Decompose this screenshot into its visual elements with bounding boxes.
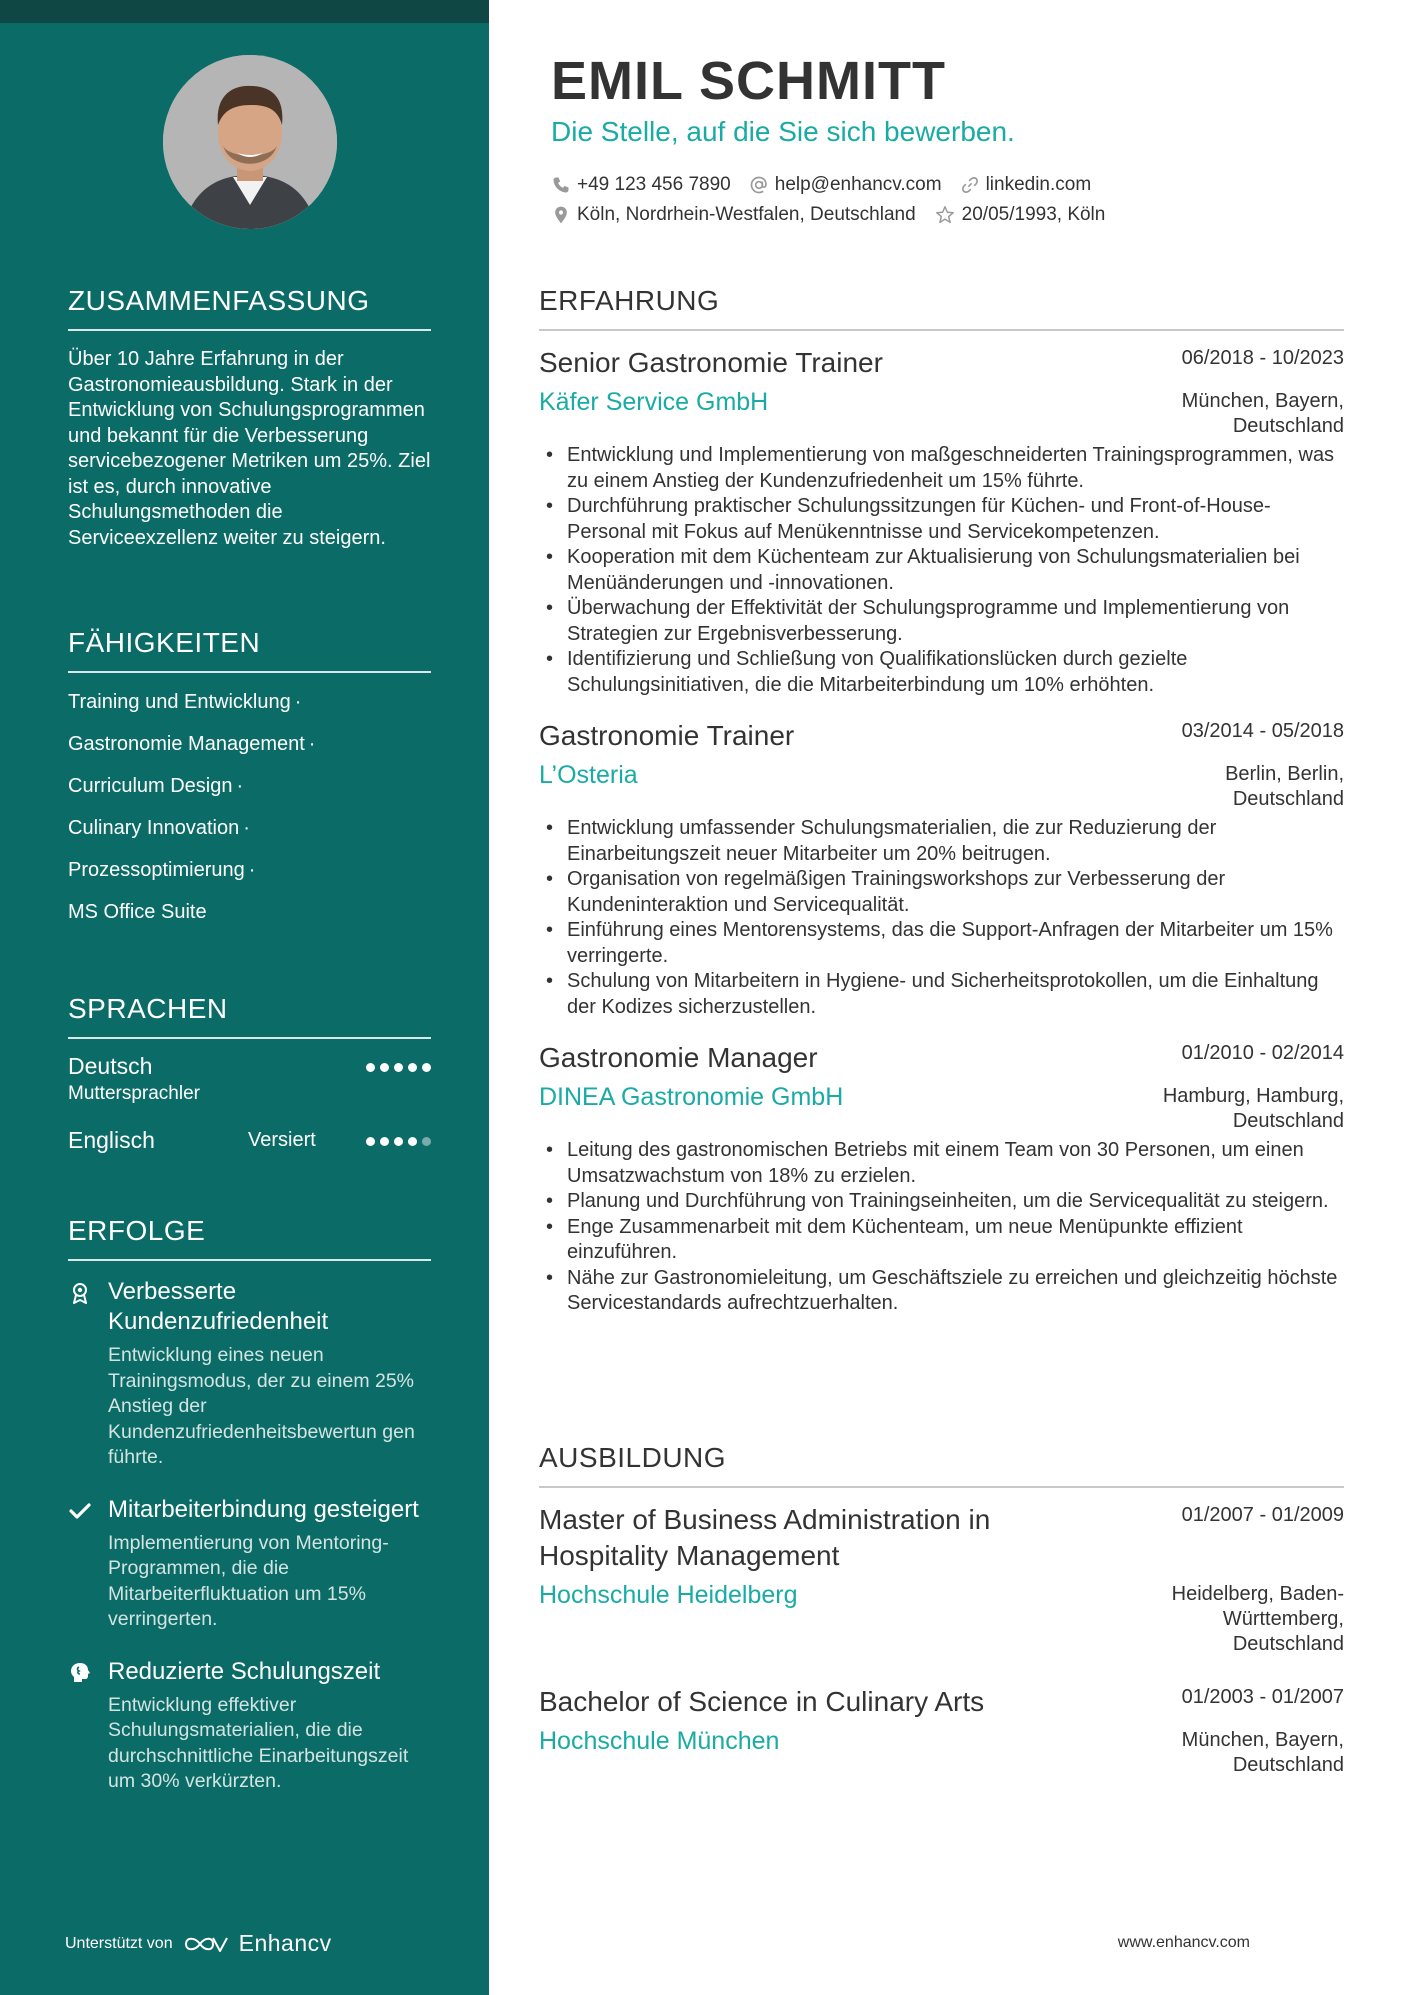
email-contact[interactable]: help@enhancv.com (749, 174, 942, 196)
job-bullet: • Entwicklung umfassender Schulungsmaterialien, die zur Reduzierung der Einarbeitungszeit neuer Mitarbeiter um 20% beitrugen. (539, 816, 1344, 867)
job-bullet: • Organisation von regelmäßigen Trainingsworkshops zur Verbesserung der Kundeninteraktion und Servicequalität. (539, 867, 1344, 918)
linkedin-contact[interactable]: linkedin.com (960, 174, 1092, 196)
languages-title: SPRACHEN (68, 993, 431, 1039)
education-degree: Master of Business Administration in Hospitality Management (539, 1504, 991, 1571)
rating-dot-empty (422, 1137, 431, 1146)
enhancv-logo-icon (183, 1933, 229, 1955)
skill-item: MS Office Suite (68, 901, 207, 923)
skill-item: Gastronomie Management · (68, 733, 316, 755)
rating-dot-filled (408, 1137, 417, 1146)
language-name: Deutsch (68, 1053, 153, 1079)
experience-section (539, 285, 1344, 1317)
education-title: AUSBILDUNG (539, 1442, 1344, 1488)
education-degree: Bachelor of Science in Culinary Arts (539, 1686, 985, 1717)
job-title: Gastronomie Manager (539, 1042, 818, 1073)
job-bullet: • Identifizierung und Schließung von Qualifikationslücken durch gezielte Schulungsinitiativen, die die Mitarbeiterbindung um 10% erhöhten. (539, 647, 1344, 698)
job-bullet: • Leitung des gastronomischen Betriebs mit einem Team von 30 Personen, um einen Umsatzwachstum von 18% zu erzielen. (539, 1138, 1344, 1189)
education-location: Heidelberg, Baden-Württemberg, Deutschland (1171, 1583, 1344, 1655)
education-date: 01/2007 - 01/2009 (1181, 1504, 1344, 1526)
languages-section (68, 993, 431, 1187)
achievements-section (68, 1215, 431, 1795)
job-company: L’Osteria (539, 761, 638, 789)
skills-section (68, 627, 431, 941)
language-row (68, 1127, 431, 1187)
language-rating (366, 1063, 431, 1072)
phone-contact[interactable]: +49 123 456 7890 (551, 174, 731, 196)
education-entry (539, 1502, 1344, 1664)
profile-photo (163, 55, 337, 229)
education-section (539, 1442, 1344, 1776)
skill-item: Prozessoptimierung · (68, 859, 256, 881)
job-bullet: • Planung und Durchführung von Trainingseinheiten, um die Servicequalität zu steigern. (539, 1189, 1344, 1215)
website-link[interactable]: www.enhancv.com (1117, 1934, 1250, 1951)
phone-icon (551, 175, 571, 195)
achievement-item (68, 1495, 431, 1633)
achievement-item (68, 1277, 431, 1471)
contact-info (551, 170, 1123, 230)
at-sign-icon (749, 175, 769, 195)
achievements-title: ERFOLGE (68, 1215, 431, 1261)
job-company: DINEA Gastronomie GmbH (539, 1083, 844, 1111)
sidebar-top-bar (0, 0, 489, 23)
education-school: Hochschule Heidelberg (539, 1581, 798, 1609)
job-bullet: • Durchführung praktischer Schulungssitzungen für Küchen- und Front-of-House-Personal mit Fokus auf Menükenntnisse und Servicekompetenzen. (539, 494, 1344, 545)
skill-item: Culinary Innovation · (68, 817, 250, 839)
rating-dot-filled (394, 1063, 403, 1072)
rating-dot-filled (394, 1137, 403, 1146)
job-date: 03/2014 - 05/2018 (1181, 720, 1344, 742)
star-icon (934, 204, 956, 226)
language-rating (366, 1137, 431, 1146)
job-location: Berlin, Berlin, Deutschland (1225, 763, 1344, 810)
skill-item: Training und Entwicklung · (68, 691, 302, 713)
achievement-title: Reduzierte Schulungszeit (108, 1657, 381, 1685)
job-bullets (539, 1138, 1344, 1317)
headline: Die Stelle, auf die Sie sich bewerben. (551, 116, 1015, 147)
summary-section (68, 285, 431, 551)
award-ribbon-icon (68, 1281, 92, 1305)
language-row (68, 1053, 431, 1113)
language-level: Versiert (248, 1129, 316, 1151)
sidebar (0, 0, 489, 1995)
job-entry (539, 1040, 1344, 1317)
job-title: Gastronomie Trainer (539, 720, 795, 751)
achievement-title: Verbesserte Kundenzufriedenheit (108, 1278, 329, 1335)
job-entry (539, 718, 1344, 1020)
education-location: München, Bayern, Deutschland (1181, 1729, 1344, 1776)
job-location: Hamburg, Hamburg, Deutschland (1162, 1085, 1344, 1132)
location-pin-icon (551, 205, 571, 225)
experience-title: ERFAHRUNG (539, 285, 1344, 331)
rating-dot-filled (366, 1137, 375, 1146)
summary-text: Über 10 Jahre Erfahrung in der Gastronomieausbildung. Stark in der Entwicklung von Schulungsprogrammen und bekannt für die Verbesserung servicebezogener Metriken um 25%. Ziel ist es, durch innovative Schulungsmethoden die Serviceexzellenz weiter zu steigern. (68, 348, 431, 549)
location-contact: Köln, Nordrhein-Westfalen, Deutschland (551, 204, 916, 226)
achievement-description: Implementierung von Mentoring-Programmen, die die Mitarbeiterfluktuation um 15% verringerten. (108, 1531, 389, 1630)
link-icon (960, 175, 980, 195)
education-date: 01/2003 - 01/2007 (1181, 1686, 1344, 1708)
job-bullets (539, 443, 1344, 698)
education-school: Hochschule München (539, 1727, 780, 1755)
skills-list (68, 689, 431, 941)
job-bullet: • Entwicklung und Implementierung von maßgeschneiderten Trainingsprogrammen, was zu einem Anstieg der Kundenzufriedenheit um 15% führte. (539, 443, 1344, 494)
job-date: 01/2010 - 02/2014 (1181, 1042, 1344, 1064)
powered-by-label: Unterstützt von (65, 1934, 173, 1952)
powered-by (65, 1930, 332, 1957)
birth-contact: 20/05/1993, Köln (934, 204, 1106, 226)
job-entry (539, 345, 1344, 698)
rating-dot-filled (408, 1063, 417, 1072)
job-bullet: • Einführung eines Mentorensystems, das die Support-Anfragen der Mitarbeiter um 15% verringerte. (539, 918, 1344, 969)
summary-title: ZUSAMMENFASSUNG (68, 285, 431, 331)
brain-icon (68, 1661, 92, 1685)
enhancv-brand-name: Enhancv (238, 1930, 332, 1956)
avatar (163, 55, 337, 229)
rating-dot-filled (366, 1063, 375, 1072)
language-name: Englisch (68, 1127, 155, 1153)
job-bullet: • Nähe zur Gastronomieleitung, um Geschäftsziele zu erreichen und gleichzeitig höchste Servicestandards aufrechtzuerhalten. (539, 1266, 1344, 1317)
job-bullet: • Enge Zusammenarbeit mit dem Küchenteam, um neue Menüpunkte effizient einzuführen. (539, 1215, 1344, 1266)
rating-dot-filled (380, 1137, 389, 1146)
job-bullet: • Kooperation mit dem Küchenteam zur Aktualisierung von Schulungsmaterialien bei Menüänderungen und -innovationen. (539, 545, 1344, 596)
achievement-title: Mitarbeiterbindung gesteigert (108, 1495, 419, 1523)
skills-title: FÄHIGKEITEN (68, 627, 431, 673)
job-company: Käfer Service GmbH (539, 388, 769, 416)
main-content (489, 0, 1410, 1995)
rating-dot-filled (422, 1063, 431, 1072)
job-bullets (539, 816, 1344, 1020)
job-location: München, Bayern, Deutschland (1181, 390, 1344, 437)
education-entry (539, 1684, 1344, 1776)
rating-dot-filled (380, 1063, 389, 1072)
job-date: 06/2018 - 10/2023 (1181, 347, 1344, 369)
achievement-item (68, 1657, 431, 1795)
candidate-name: EMIL SCHMITT (551, 51, 946, 111)
skill-item: Curriculum Design · (68, 775, 244, 797)
checkmark-icon (68, 1499, 92, 1523)
achievement-description: Entwicklung effektiver Schulungsmaterialien, die die durchschnittliche Einarbeitungszeit um 30% verkürzten. (108, 1693, 409, 1792)
language-level: Muttersprachler (68, 1083, 200, 1104)
job-title: Senior Gastronomie Trainer (539, 347, 883, 378)
job-bullet: • Schulung von Mitarbeitern in Hygiene- und Sicherheitsprotokollen, um die Einhaltung der Kodizes sicherzustellen. (539, 969, 1344, 1020)
job-bullet: • Überwachung der Effektivität der Schulungsprogramme und Implementierung von Strategien zur Ergebnisverbesserung. (539, 596, 1344, 647)
achievement-description: Entwicklung eines neuen Trainingsmodus, der zu einem 25% Anstieg der Kundenzufriedenheitsbewertun gen führte. (108, 1344, 415, 1468)
